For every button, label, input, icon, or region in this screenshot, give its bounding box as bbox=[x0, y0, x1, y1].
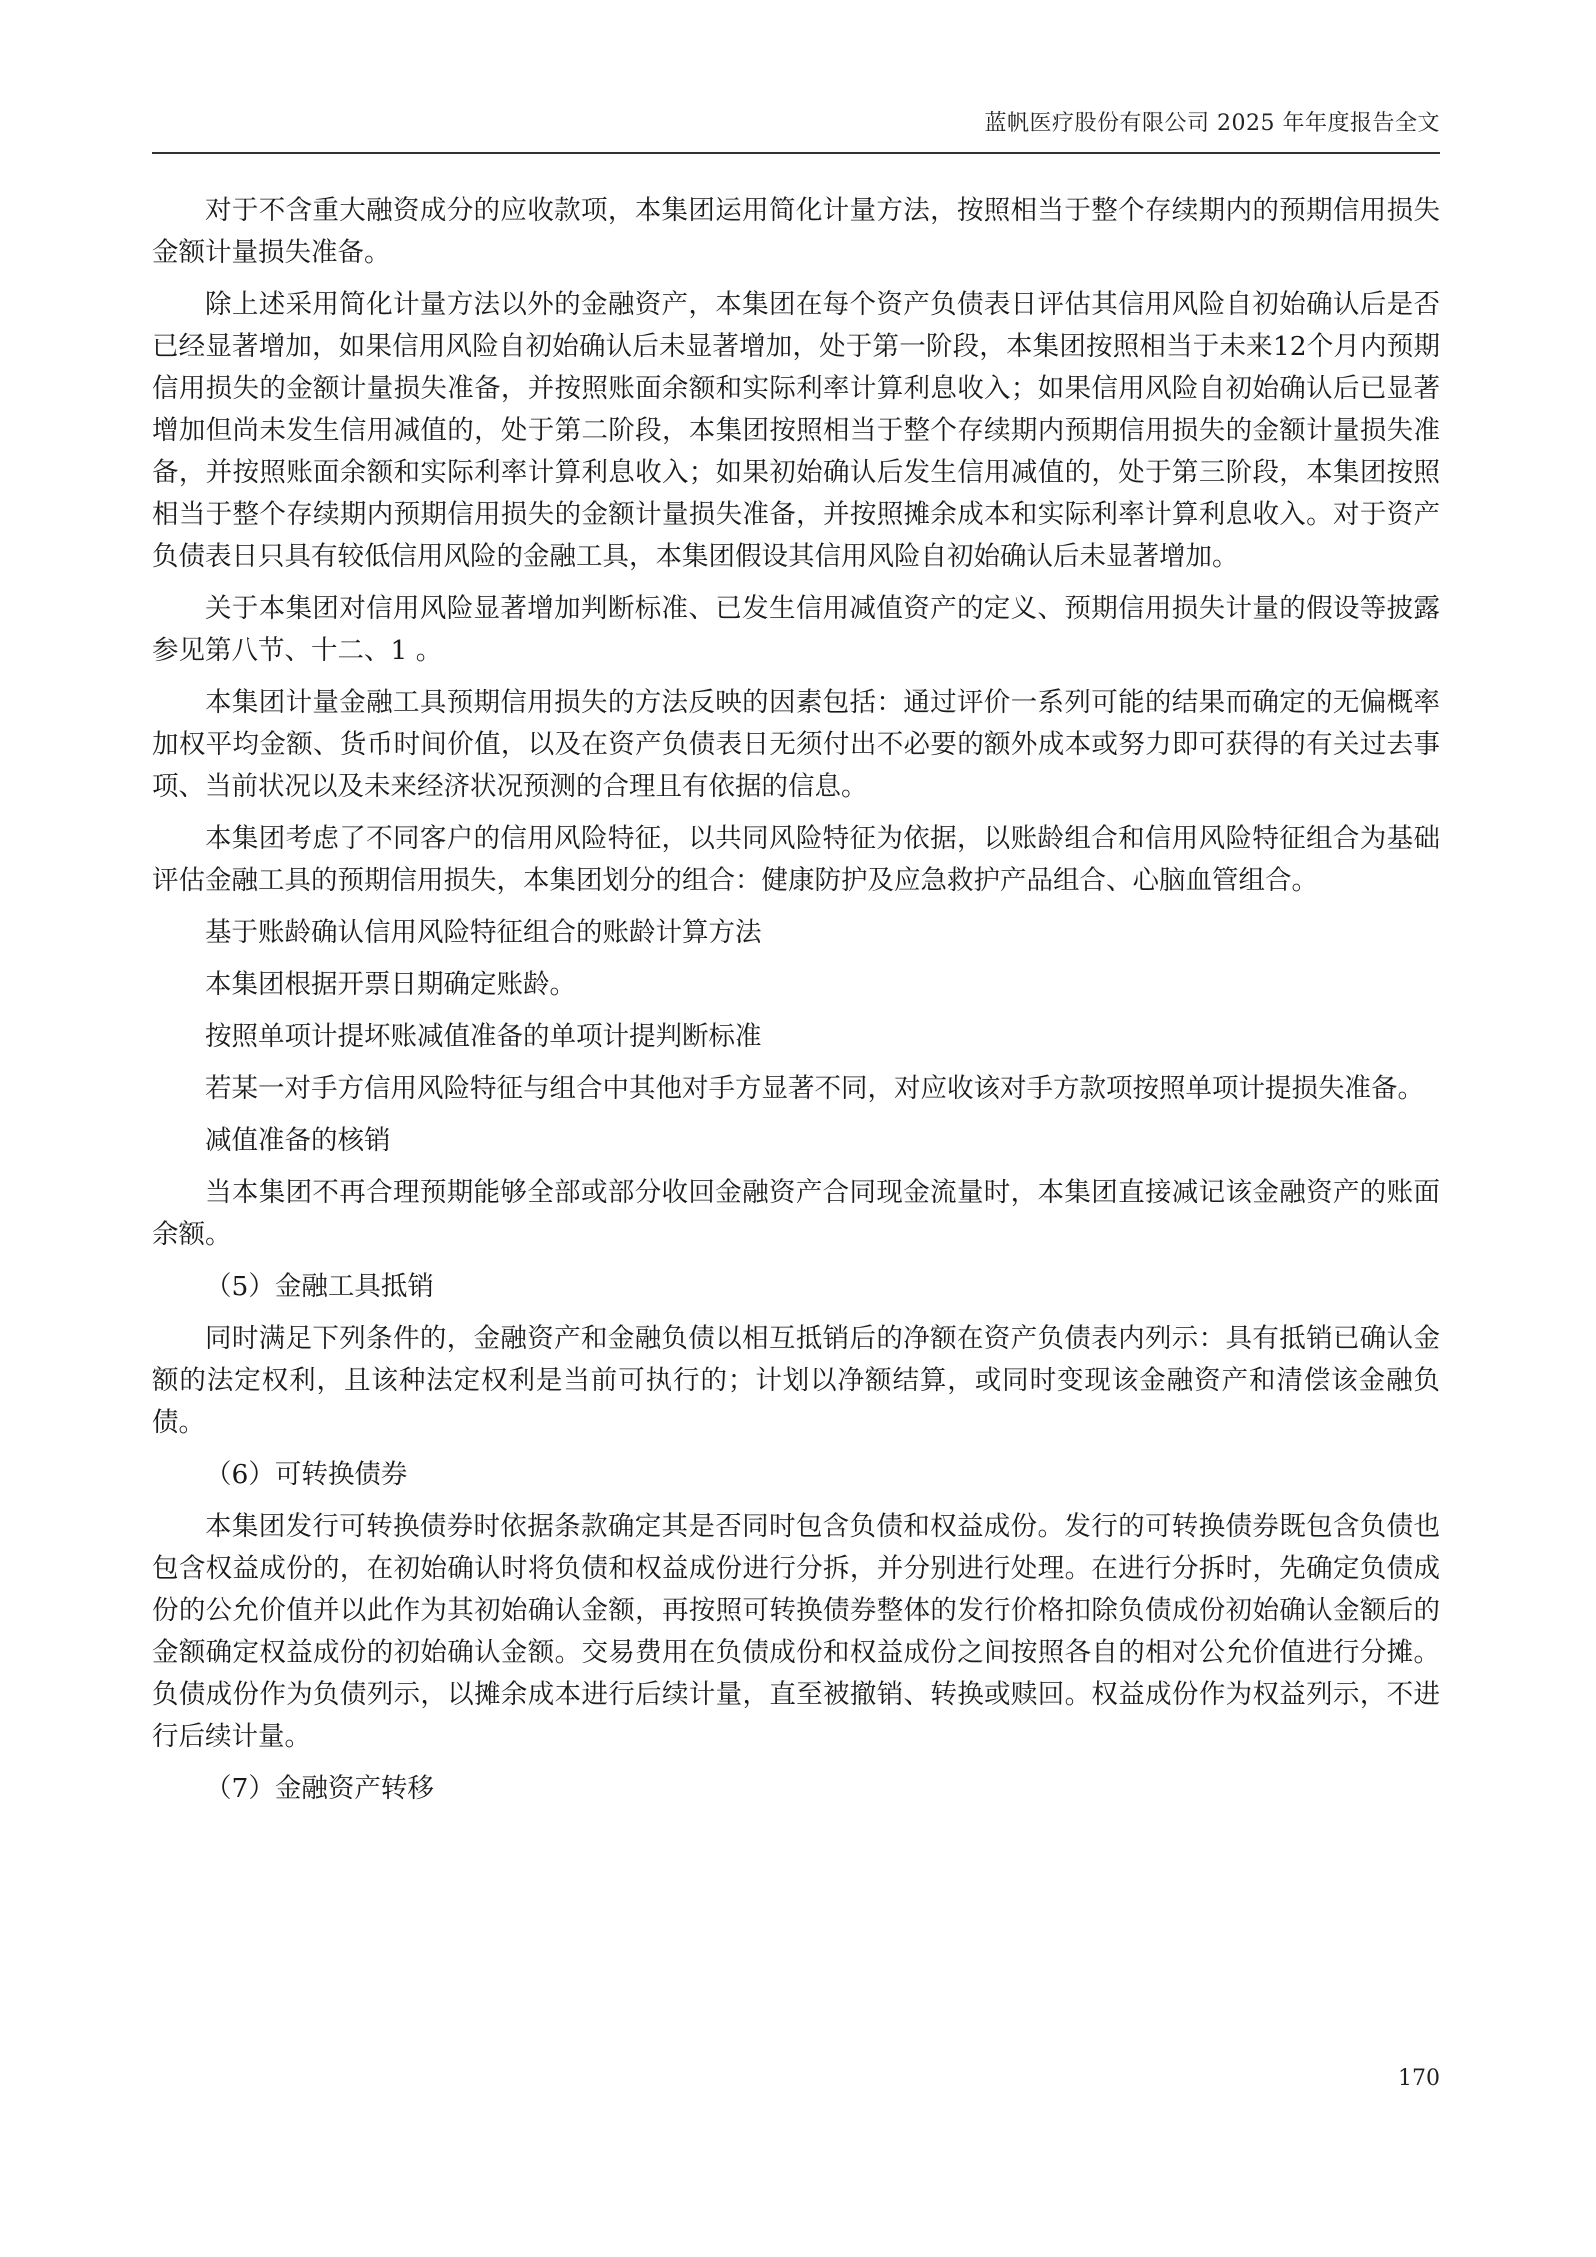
section-heading-offsetting: （5）金融工具抵销 bbox=[205, 1271, 434, 1302]
paragraph-offsetting: 同时满足下列条件的，金融资产和金融负债以相互抵销后的净额在资产负债表内列示：具有抵销已确认金额的法定权利，且该种法定权利是当前可执行的；计划以净额结算，或同时变现该金融资产和清偿该金融负债。 bbox=[152, 1323, 1440, 1438]
paragraph-three-stage-model: 除上述采用简化计量方法以外的金融资产，本集团在每个资产负债表日评估其信用风险自初始确认后是否已经显著增加，如果信用风险自初始确认后未显著增加，处于第一阶段，本集团按照相当于未来12个月内预期信用损失的金额计量损失准备，并按照账面余额和实际利率计算利息收入；如果信用风险自初始确认后已显著增加但尚未发生信用减值的，处于第二阶段，本集团按照相当于整个存续期内预期信用损失的金额计量损失准备，并按照账面余额和实际利率计算利息收入；如果初始确认后发生信用减值的，处于第三阶段，本集团按照相当于整个存续期内预期信用损失的金额计量损失准备，并按照摊余成本和实际利率计算利息收入。对于资产负债表日只具有较低信用风险的金融工具，本集团假设其信用风险自初始确认后未显著增加。 bbox=[152, 289, 1440, 572]
page-number: 170 bbox=[1398, 2066, 1440, 2091]
subheading-individual-provision: 按照单项计提坏账减值准备的单项计提判断标准 bbox=[205, 1021, 762, 1052]
page-header bbox=[152, 108, 1440, 152]
paragraph-aging-basis: 本集团根据开票日期确定账龄。 bbox=[205, 969, 576, 1000]
subheading-aging-method: 基于账龄确认信用风险特征组合的账龄计算方法 bbox=[205, 917, 762, 948]
paragraph-portfolio-grouping: 本集团考虑了不同客户的信用风险特征，以共同风险特征为依据，以账龄组合和信用风险特征组合为基础评估金融工具的预期信用损失，本集团划分的组合：健康防护及应急救护产品组合、心脑血管组合。 bbox=[152, 823, 1440, 896]
header-divider bbox=[152, 152, 1440, 154]
paragraph-disclosure-reference: 关于本集团对信用风险显著增加判断标准、已发生信用减值资产的定义、预期信用损失计量的假设等披露参见第八节、十二、1 。 bbox=[152, 593, 1440, 666]
subheading-write-off: 减值准备的核销 bbox=[205, 1125, 391, 1156]
paragraph-write-off: 当本集团不再合理预期能够全部或部分收回金融资产合同现金流量时，本集团直接减记该金融资产的账面余额。 bbox=[152, 1177, 1440, 1250]
paragraph-convertible-bonds: 本集团发行可转换债券时依据条款确定其是否同时包含负债和权益成份。发行的可转换债券既包含负债也包含权益成份的，在初始确认时将负债和权益成份进行分拆，并分别进行处理。在进行分拆时，先确定负债成份的公允价值并以此作为其初始确认金额，再按照可转换债券整体的发行价格扣除负债成份初始确认金额后的金额确定权益成份的初始确认金额。交易费用在负债成份和权益成份之间按照各自的相对公允价值进行分摊。负债成份作为负债列示，以摊余成本进行后续计量，直至被撤销、转换或赎回。权益成份作为权益列示，不进行后续计量。 bbox=[152, 1511, 1440, 1752]
section-heading-convertible-bonds: （6）可转换债券 bbox=[205, 1459, 408, 1490]
section-heading-asset-transfer: （7）金融资产转移 bbox=[205, 1773, 434, 1804]
paragraph-simplified-method: 对于不含重大融资成分的应收款项，本集团运用简化计量方法，按照相当于整个存续期内的预期信用损失金额计量损失准备。 bbox=[152, 195, 1440, 268]
paragraph-individual-provision: 若某一对手方信用风险特征与组合中其他对手方显著不同，对应收该对手方款项按照单项计提损失准备。 bbox=[205, 1073, 1424, 1104]
document-body bbox=[152, 190, 1440, 1820]
paragraph-measurement-factors: 本集团计量金融工具预期信用损失的方法反映的因素包括：通过评价一系列可能的结果而确定的无偏概率加权平均金额、货币时间价值，以及在资产负债表日无须付出不必要的额外成本或努力即可获得的有关过去事项、当前状况以及未来经济状况预测的合理且有依据的信息。 bbox=[152, 687, 1440, 802]
header-title: 蓝帆医疗股份有限公司 2025 年年度报告全文 bbox=[984, 111, 1440, 136]
